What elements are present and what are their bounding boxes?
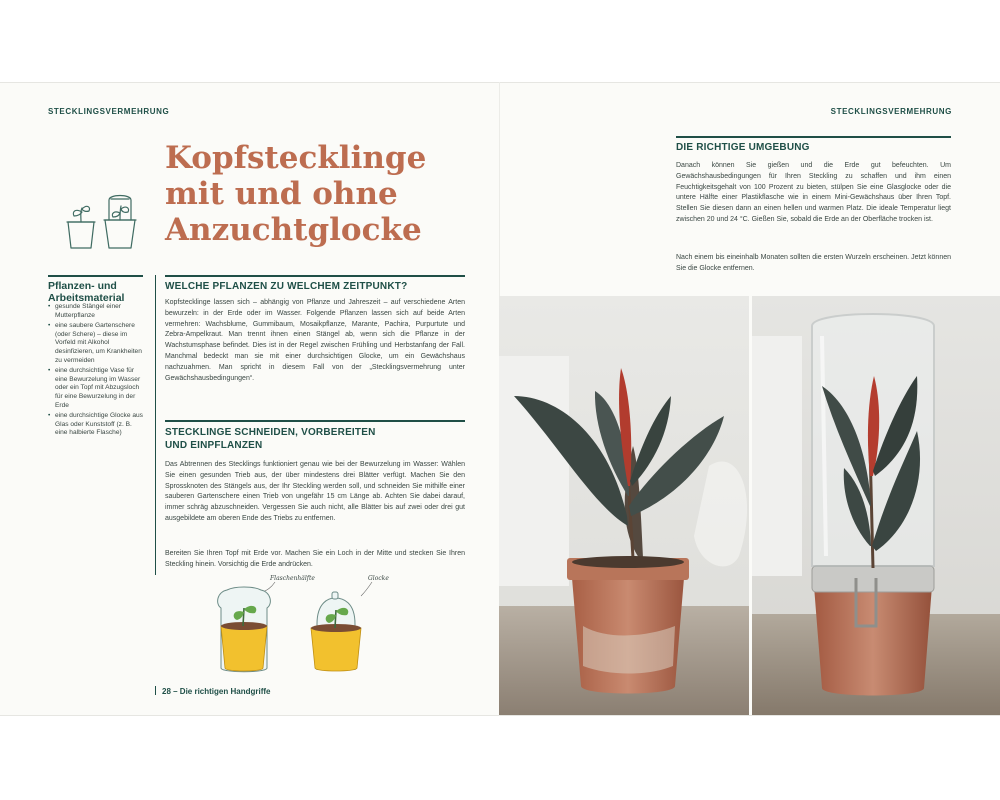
list-item: • gesunde Stängel einer Mutterpflanze	[48, 303, 143, 320]
cutting-illustration	[205, 578, 395, 678]
heading-line: UND EINPFLANZEN	[165, 440, 263, 451]
footer-text: 28 – Die richtigen Handgriffe	[162, 687, 271, 696]
sidebar-title-line: Arbeitsmaterial	[48, 292, 125, 304]
footer-bar	[155, 686, 156, 695]
section-text: Danach können Sie gießen und die Erde gut befeuchten. Um Gewächshausbedingungen für Ihren Steckling zu schaffen und ihm einen Feuchtigkeitsgehalt von 100 Prozent zu bieten, stülpen Sie eine Glasglocke oder die untere Hälfte einer Plastikflasche wie in einem Mini-Gewächshaus über Ihren Topf. Stellen Sie diesen dann an einen hellen und warmen Platz. Die ideale Temperatur liegt zwischen 20 und 24 °C. Gießen Sie, sobald die Erde an der Oberfläche trocken ist.	[676, 162, 951, 223]
section-heading: DIE RICHTIGE UMGEBUNG	[676, 136, 951, 153]
title-line: Anzuchtglocke	[165, 212, 422, 248]
section-heading: WELCHE PFLANZEN ZU WELCHEM ZEITPUNKT?	[165, 275, 465, 292]
spread-top-edge	[0, 82, 1000, 83]
list-item: • eine durchsichtige Glocke aus Glas oder Kunststoff (z. B. eine halbierte Flasche)	[48, 412, 143, 438]
page-title	[165, 140, 465, 248]
title-line: Kopfstecklinge	[165, 140, 427, 176]
list-item: • eine saubere Gartenschere (oder Schere) – diese im Vorfeld mit Alkohol desinfizieren, um Krankheiten zu vermeiden	[48, 322, 143, 365]
list-item: • eine durchsichtige Vase für eine Bewurzelung im Wasser oder ein Topf mit Abzugsloch für eine Bewurzelung in der Erde	[48, 367, 143, 410]
photo-plant-without-bell	[499, 296, 749, 715]
photo-plant-with-bell	[752, 296, 1000, 715]
illustration-label-bottle: Flaschenhälfte	[270, 575, 315, 582]
running-header-right: STECKLINGSVERMEHRUNG	[830, 107, 952, 116]
illustration-label-bell: Glocke	[368, 575, 389, 582]
sidebar-title	[48, 275, 143, 304]
pot-and-bell-icon	[60, 190, 140, 252]
spread-bottom-edge	[0, 715, 1000, 716]
section-text: Das Abtrennen des Stecklings funktioniert genau wie bei der Bewurzelung im Wasser: Wählen Sie einen gesunden Trieb aus, der über mindestens drei Blätter verfügt. Machen Sie den Sprossknoten des Stängels aus, der Ihr Steckling werden soll, und schneiden Sie mithilfe einer sauberen Gartenschere einen Trieb von ungefähr 15 cm Länge ab. Achten Sie dabei darauf, immer schräg abzuschneiden. Vergessen Sie auch nicht, alle Blätter bis auf zwei oder drei gut ausgebildete am oberen Ende des Triebs zu entfernen.	[165, 461, 465, 522]
section-text: Bereiten Sie Ihren Topf mit Erde vor. Machen Sie ein Loch in der Mitte und stecken Sie Ihren Steckling hinein. Vorsichtig die Erde andrücken.	[165, 550, 465, 568]
materials-list	[48, 303, 143, 440]
heading-line: STECKLINGE SCHNEIDEN, VORBEREITEN	[165, 427, 376, 438]
section-text: Kopfstecklinge lassen sich – abhängig von Pflanze und Jahreszeit – auf verschiedene Arten bewurzeln: in der Erde oder im Wasser. Folgende Pflanzen lassen sich auf beide Arten vermehren: Wachsblume, Gummibaum, Mosaikpflanze, Marante, Pachira, Purpurtute und Zebra-Ampelkraut. Man trennt ihnen einen Stängel ab, wenn sich die Pflanze in der Wachstumsphase befindet. Dies ist in der Regel zwischen Frühling und Herbstanfang der Fall. Manchmal bedeckt man sie mit einer durchsichtigen Glocke, um ein Gewächshaus nachzuahmen. Man spricht in diesem Fall von der „Stecklingsvermehrung unter Gewächshausbedingungen“.	[165, 299, 465, 382]
sidebar-title-line: Pflanzen- und	[48, 280, 117, 292]
title-line: mit und ohne	[165, 176, 398, 212]
running-header-left: STECKLINGSVERMEHRUNG	[48, 107, 170, 116]
column-divider	[155, 275, 156, 575]
section-text: Nach einem bis eineinhalb Monaten sollten die ersten Wurzeln erscheinen. Jetzt können Sie die Glocke entfernen.	[676, 254, 951, 272]
section-heading	[165, 420, 465, 452]
page-footer	[155, 686, 270, 696]
